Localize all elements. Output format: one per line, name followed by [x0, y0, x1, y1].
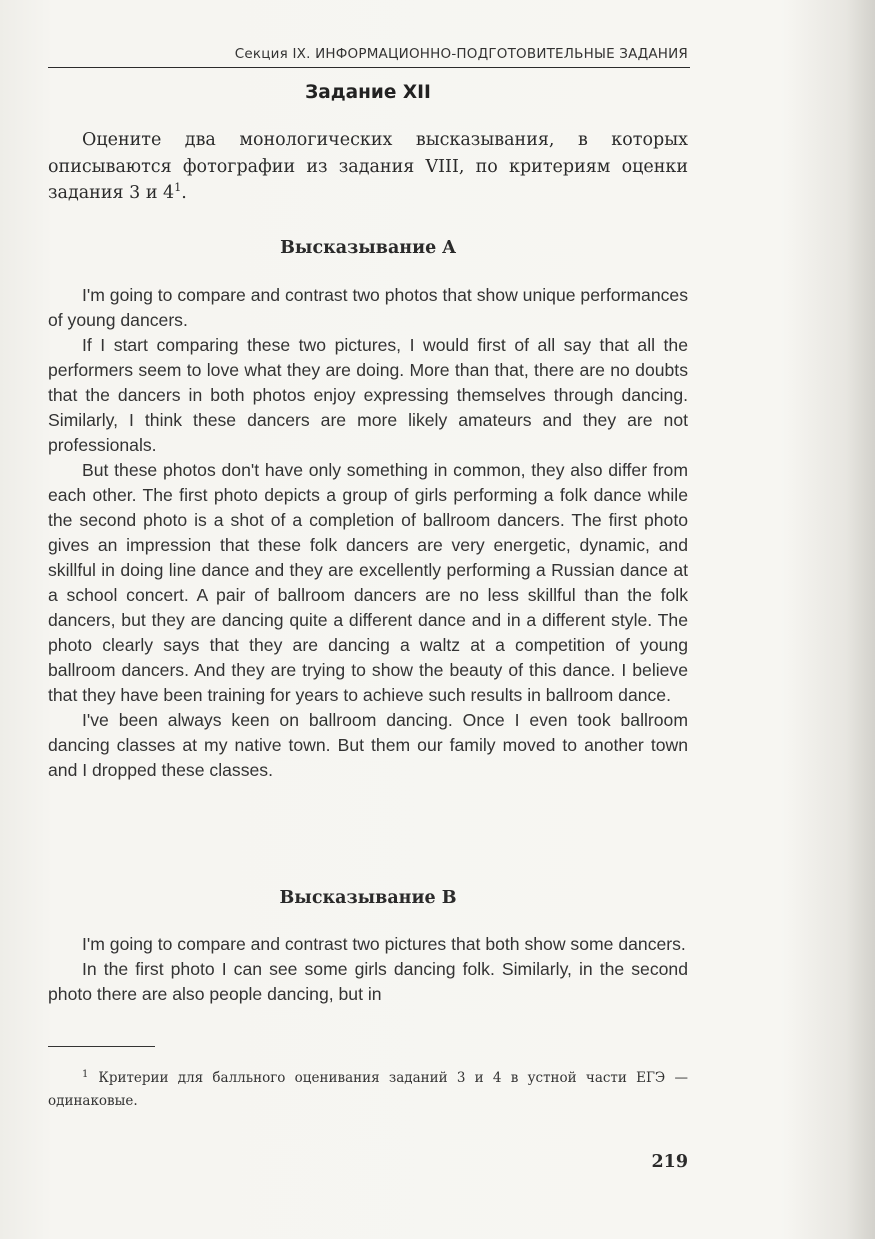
footnote-reference: 1 [174, 181, 182, 195]
task-instructions-end: . [181, 183, 187, 203]
task-instructions [48, 127, 688, 207]
section-a-paragraph: But these photos don't have only something in common, they also differ from each other. The first photo depicts a group of girls performing a folk dance while the second photo is a shot of a completion of ballroom dancers. The first photo gives an impression that these folk dancers are very energetic, dynamic, and skillful in doing line dance and they are excellently performing a Russian dance at a school concert. A pair of ballroom dancers are no less skillful than the folk dancers, but they are dancing quite a different dance and in a different style. The photo clearly says that they are dancing a waltz at a competition of young ballroom dancers. And they are trying to show the beauty of this dance. I believe that they have been training for years to achieve such results in ballroom dance. [48, 460, 688, 705]
section-a-text [48, 283, 688, 783]
section-a-paragraph: If I start comparing these two pictures, I would first of all say that all the performers seem to love what they are doing. More than that, there are no doubts that the dancers in both photos enjoy expressing themselves through dancing. Similarly, I think these dancers are more likely amateurs and they are not professionals. [48, 335, 688, 455]
section-b-paragraph: I'm going to compare and contrast two pictures that both show some dancers. [82, 934, 686, 954]
section-a-title: Высказывание A [280, 238, 456, 258]
section-b-paragraph: In the first photo I can see some girls dancing folk. Similarly, in the second photo there are also people dancing, but in [48, 959, 688, 1004]
section-a-paragraph: I've been always keen on ballroom dancing. Once I even took ballroom dancing classes at my native town. But them our family moved to another town and I dropped these classes. [48, 710, 688, 780]
footnote-rule [48, 1046, 155, 1047]
footnote [48, 1067, 688, 1113]
running-head: Секция IX. ИНФОРМАЦИОННО-ПОДГОТОВИТЕЛЬНЫЕ ЗАДАНИЯ [234, 46, 688, 62]
running-head-rule [48, 67, 690, 68]
footnote-text: Критерии для балльного оценивания заданий 3 и 4 в устной части ЕГЭ — одинаковые. [48, 1070, 688, 1109]
page-number: 219 [651, 1152, 688, 1172]
section-b-title: Высказывание B [279, 888, 457, 908]
section-b-text [48, 932, 688, 1007]
footnote-mark: 1 [82, 1068, 89, 1080]
section-a-paragraph: I'm going to compare and contrast two photos that show unique performances of young dancers. [48, 285, 688, 330]
task-instructions-text: Оцените два монологических высказывания, в которых описываются фотографии из задания VIII, по критериям оценки задания 3 и 4 [48, 130, 688, 203]
task-title: Задание XII [305, 82, 431, 103]
page-edge-shadow [779, 0, 875, 1239]
